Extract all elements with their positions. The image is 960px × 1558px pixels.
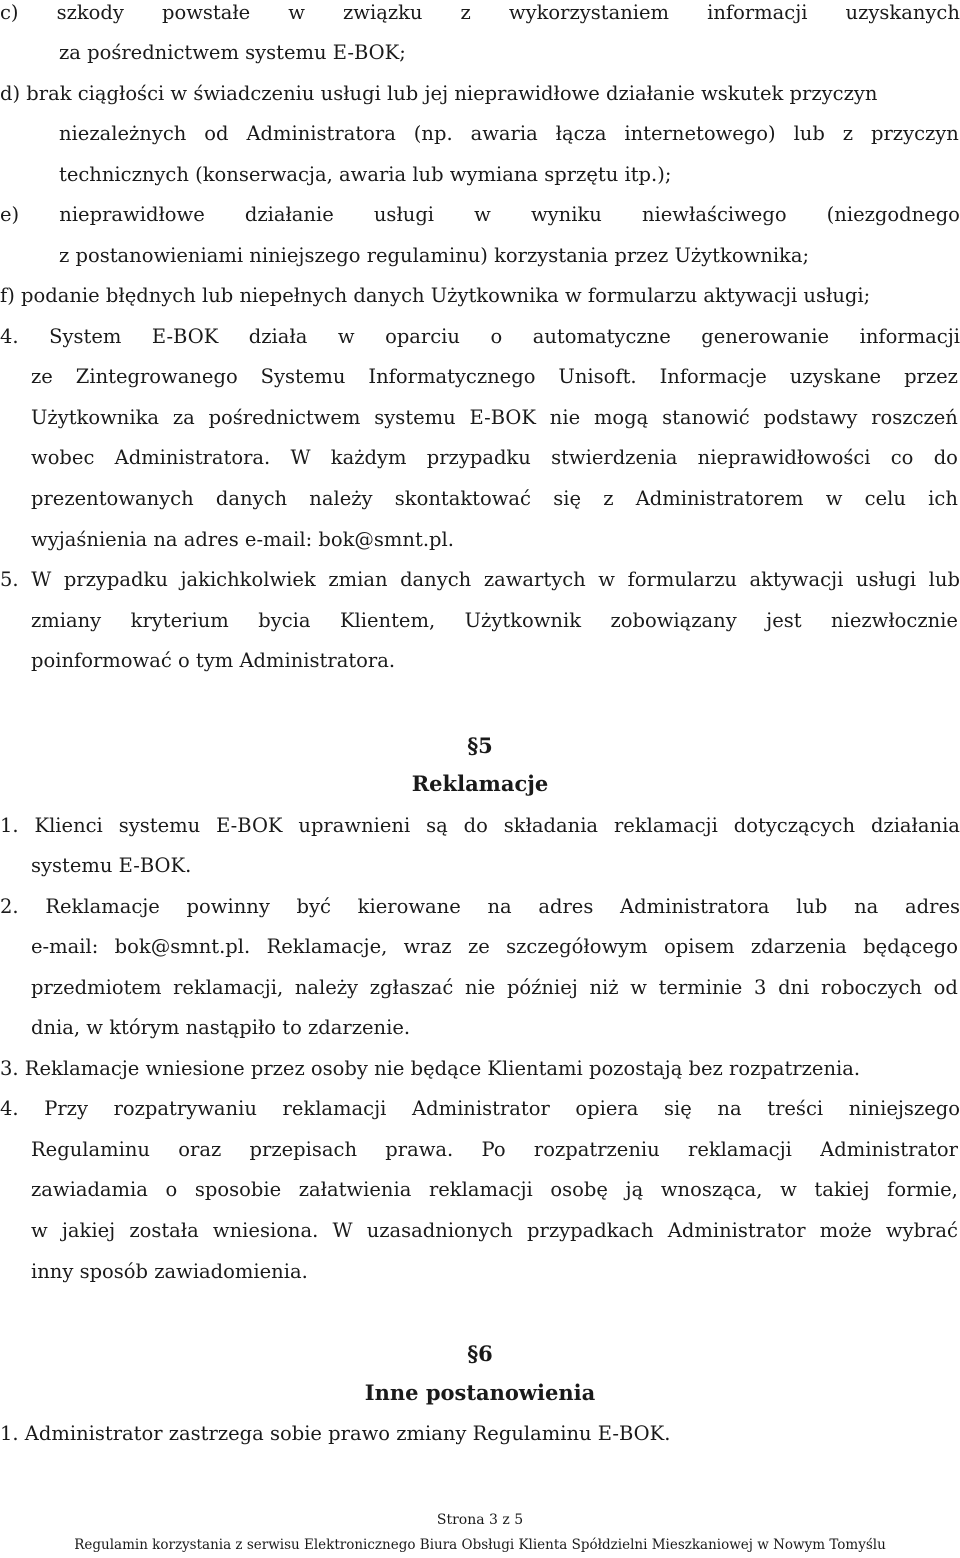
text-line: prezentowanych danych należy skontaktować się z Administratorem w celu ich [31, 487, 958, 510]
footer-title: Regulamin korzystania z serwisu Elektronicznego Biura Obsługi Klienta Spółdzielni Mieszkaniowej w Nowym Tomyślu [74, 1537, 886, 1553]
text-line: 4. Przy rozpatrywaniu reklamacji Administrator opiera się na treści niniejszego [0, 1097, 960, 1120]
text-line: wobec Administratora. W każdym przypadku stwierdzenia nieprawidłowości co do [31, 446, 958, 469]
text-line: w jakiej została wniesiona. W uzasadnionych przypadkach Administrator może wybrać [31, 1219, 958, 1242]
text-line: 4. System E-BOK działa w oparciu o automatyczne generowanie informacji [0, 325, 960, 348]
text-line: 1. Klienci systemu E-BOK uprawnieni są do składania reklamacji dotyczących działania [0, 814, 960, 837]
text-line: przedmiotem reklamacji, należy zgłaszać nie później niż w terminie 3 dni roboczych od [31, 976, 958, 999]
text-line: wyjaśnienia na adres e-mail: bok@smnt.pl. [31, 528, 454, 551]
section-number: §5 [467, 733, 493, 758]
text-line: 2. Reklamacje powinny być kierowane na adres Administratora lub na adres [0, 895, 960, 918]
section-title: Reklamacje [411, 771, 549, 796]
text-line: dnia, w którym nastąpiło to zdarzenie. [31, 1016, 411, 1039]
text-line: zawiadamia o sposobie załatwienia reklamacji osobę ją wnosząca, w takiej formie, [31, 1178, 958, 1201]
text-line: niezależnych od Administratora (np. awaria łącza internetowego) lub z przyczyn [59, 122, 959, 145]
text-line: 3. Reklamacje wniesione przez osoby nie będące Klientami pozostają bez rozpatrzenia. [0, 1057, 861, 1080]
text-line: inny sposób zawiadomienia. [31, 1260, 308, 1283]
text-line: 5. W przypadku jakichkolwiek zmian danych zawartych w formularzu aktywacji usługi lub [0, 568, 960, 591]
page-number: Strona 3 z 5 [436, 1512, 524, 1528]
section-number: §6 [467, 1341, 493, 1366]
text-line: za pośrednictwem systemu E-BOK; [59, 41, 406, 64]
text-line: systemu E-BOK. [31, 854, 192, 877]
text-line: zmiany kryterium bycia Klientem, Użytkownik zobowiązany jest niezwłocznie [31, 609, 958, 632]
text-line: f) podanie błędnych lub niepełnych danych Użytkownika w formularzu aktywacji usługi; [0, 284, 871, 307]
text-line: e) nieprawidłowe działanie usługi w wyniku niewłaściwego (niezgodnego [0, 203, 960, 226]
text-line: technicznych (konserwacja, awaria lub wymiana sprzętu itp.); [59, 163, 672, 186]
text-line: 1. Administrator zastrzega sobie prawo zmiany Regulaminu E-BOK. [0, 1422, 671, 1445]
text-line: e-mail: bok@smnt.pl. Reklamacje, wraz ze szczegółowym opisem zdarzenia będącego [31, 935, 958, 958]
text-line: ze Zintegrowanego Systemu Informatycznego Unisoft. Informacje uzyskane przez [31, 365, 958, 388]
text-line: c) szkody powstałe w związku z wykorzystaniem informacji uzyskanych [0, 1, 960, 24]
text-line: d) brak ciągłości w świadczeniu usługi lub jej nieprawidłowe działanie wskutek przyczyn [0, 82, 878, 105]
section-title: Inne postanowienia [364, 1380, 596, 1405]
text-line: z postanowieniami niniejszego regulaminu) korzystania przez Użytkownika; [59, 244, 810, 267]
text-line: Użytkownika za pośrednictwem systemu E-BOK nie mogą stanowić podstawy roszczeń [31, 406, 958, 429]
text-line: Regulaminu oraz przepisach prawa. Po rozpatrzeniu reklamacji Administrator [31, 1138, 958, 1161]
text-line: poinformować o tym Administratora. [31, 649, 396, 672]
